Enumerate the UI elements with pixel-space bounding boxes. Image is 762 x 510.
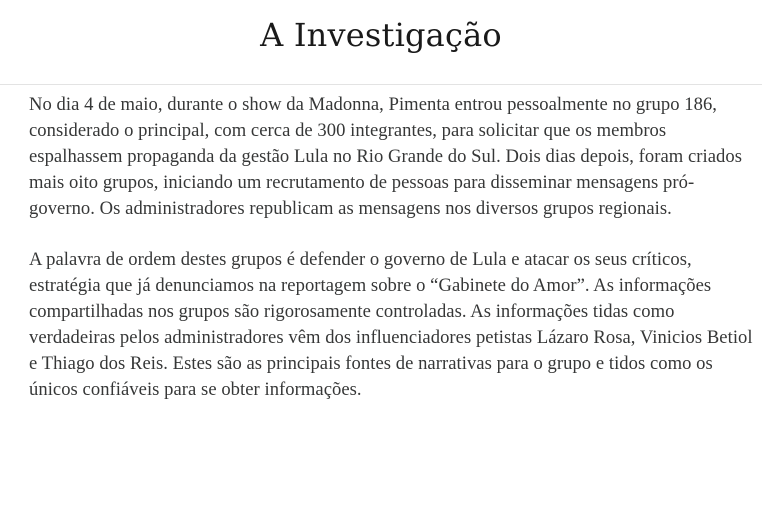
page-title: A Investigação: [260, 16, 502, 54]
article-header: [0, 0, 762, 85]
article-paragraph-1: No dia 4 de maio, durante o show da Madonna, Pimenta entrou pessoalmente no grupo 186, considerado o principal, com cerca de 300 integrantes, para solicitar que os membros espalhassem propaganda da gestão Lula no Rio Grande do Sul. Dois dias depois, foram criados mais oito grupos, iniciando um recrutamento de pessoas para disseminar mensagens pró-governo. Os administradores republicam as mensagens nos diversos grupos regionais.: [29, 94, 743, 219]
article-body: [29, 92, 757, 403]
article-paragraph-2: A palavra de ordem destes grupos é defender o governo de Lula e atacar os seus críticos, estratégia que já denunciamos na reportagem sobre o “Gabinete do Amor”. As informações compartilhadas nos grupos são rigorosamente controladas. As informações tidas como verdadeiras pelos administradores vêm dos influenciadores petistas Lázaro Rosa, Vinicios Betiol e Thiago dos Reis. Estes são as principais fontes de narrativas para o grupo e tidos como os únicos confiáveis para se obter informações.: [29, 249, 753, 400]
